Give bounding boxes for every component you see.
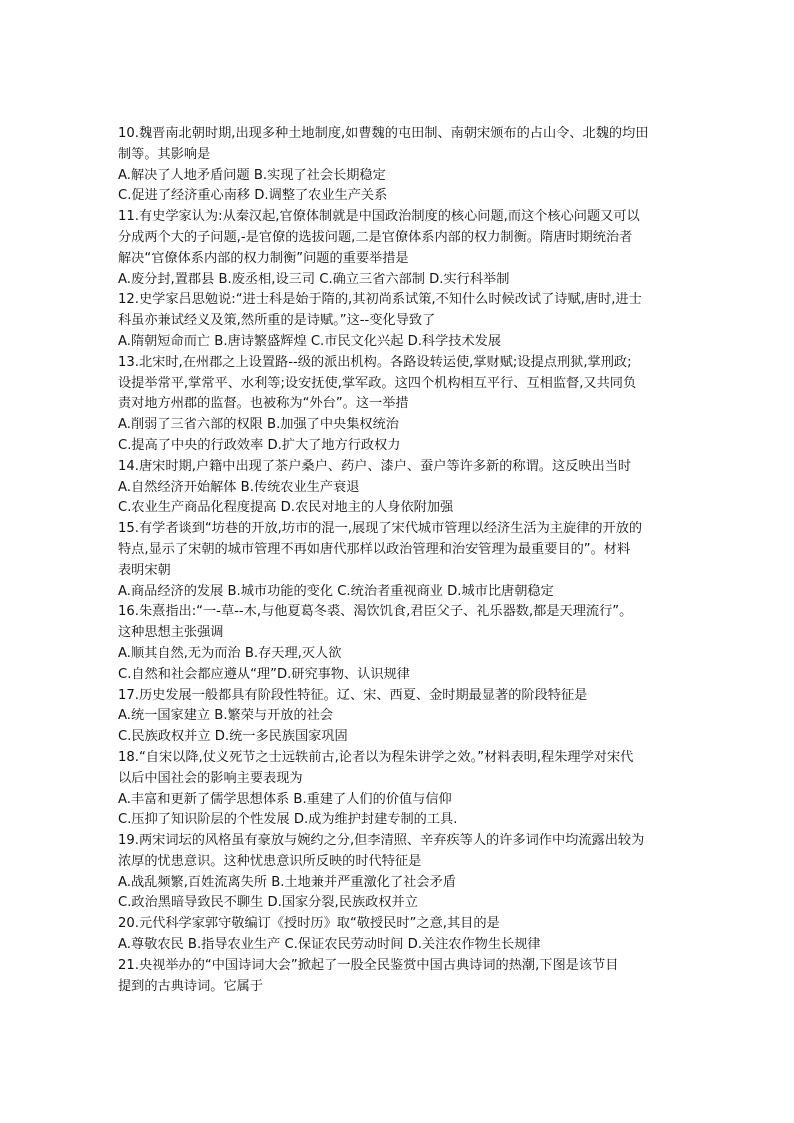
question-block <box>118 290 688 352</box>
question-text-line: 17.历史发展一般都具有阶段性特征。辽、宋、西夏、金时期最显著的阶段特征是 <box>118 687 588 703</box>
answer-option-line: A.削弱了三省六部的权限 B.加强了中央集权统治 <box>118 417 399 433</box>
question-text-line: 特点,显示了宋朝的城市管理不再如唐代那样以政治管理和治安管理为最重要目的”。材料 <box>118 541 631 557</box>
answer-option-line: A.战乱频繁,百姓流离失所 B.土地兼并严重激化了社会矛盾 <box>118 874 456 890</box>
answer-option-line: C.促进了经济重心南移 D.调整了农业生产关系 <box>118 188 388 204</box>
question-text-line: 制等。其影响是 <box>118 146 211 162</box>
question-block <box>118 124 688 207</box>
answer-option-line: A.统一国家建立 B.繁荣与开放的社会 <box>118 708 334 724</box>
question-block <box>118 602 688 685</box>
question-text-line: 10.魏晋南北朝时期,出现多种土地制度,如曹魏的屯田制、南朝宋颁布的占山令、北魏的均田 <box>118 126 649 141</box>
answer-option-line: C.农业生产商品化程度提高 D.农民对地主的人身依附加强 <box>118 500 454 516</box>
answer-option-line: A.自然经济开始解体 B.传统农业生产衰退 <box>118 479 360 495</box>
question-block <box>118 353 688 457</box>
question-text-line: 以后中国社会的影响主要表现为 <box>118 770 303 786</box>
question-text-line: 19.两宋词坛的风格虽有豪放与婉约之分,但李清照、辛弃疾等人的许多词作中均流露出较为 <box>118 833 645 849</box>
question-text-line: 14.唐宋时期,户籍中出现了茶户桑户、药户、漆户、蚕户等许多新的称谓。这反映出当时 <box>118 458 632 474</box>
question-text-line: 11.有史学家认为:从秦汉起,官僚体制就是中国政治制度的核心问题,而这个核心问题又可以 <box>118 209 640 225</box>
exam-page <box>118 124 688 997</box>
question-text-line: 解决“官僚体系内部的权力制衡”问题的重要举措是 <box>118 250 409 266</box>
question-block <box>118 956 688 998</box>
answer-option-line: A.顺其自然,无为而治 B.存天理,灭人欲 <box>118 645 342 661</box>
answer-option-line: C.提高了中央的行政效率 D.扩大了地方行政权力 <box>118 437 401 453</box>
answer-option-line: A.商品经济的发展 B.城市功能的变化 C.统治者重视商业 D.城市比唐朝稳定 <box>118 583 554 599</box>
question-text-line: 21.央视举办的“中国诗词大会”掀起了一股全民鉴赏中国古典诗词的热潮,下图是该节目 <box>118 957 619 973</box>
question-text-line: 分成两个大的子问题,-是官僚的选拔问题,二是官僚体系内部的权力制衡。隋唐时期统治者 <box>118 229 633 245</box>
question-block <box>118 831 688 914</box>
question-text-line: 设提举常平,掌常平、水利等;设安抚使,掌军政。这四个机构相互平行、互相监督,又共同负 <box>118 375 637 391</box>
question-block <box>118 686 688 748</box>
question-text-line: 18.“自宋以降,仗义死节之士远轶前古,论者以为程朱讲学之效。”材料表明,程朱理学对宋代 <box>118 749 634 765</box>
question-text-line: 15.有学者谈到“坊巷的开放,坊市的混一,展现了宋代城市管理以经济生活为主旋律的开放的 <box>118 521 643 537</box>
question-block <box>118 748 688 831</box>
question-text-line: 这种思想主张强调 <box>118 625 224 641</box>
answer-option-line: C.自然和社会都应遵从“理”D.研究事物、认识规律 <box>118 666 410 682</box>
question-text-line: 责对地方州郡的监督。也被称为“外台”。这一举措 <box>118 396 409 412</box>
answer-option-line: A.废分封,置郡县 B.废丞相,设三司 C.确立三省六部制 D.实行科举制 <box>118 271 510 287</box>
question-block <box>118 207 688 290</box>
question-block <box>118 914 688 956</box>
answer-option-line: A.隋朝短命而亡 B.唐诗繁盛辉煌 C.市民文化兴起 D.科学技术发展 <box>118 333 502 349</box>
answer-option-line: C.政治黑暗导致民不聊生 D.国家分裂,民族政权并立 <box>118 895 418 911</box>
answer-option-line: A.尊敬农民 B.指导农业生产 C.保证农民劳动时间 D.关注农作物生长规律 <box>118 937 541 953</box>
question-text-line: 表明宋朝 <box>118 562 171 578</box>
question-text-line: 13.北宋时,在州郡之上设置路--级的派出机构。各路设转运使,掌财赋;设提点刑狱,掌刑政; <box>118 354 632 370</box>
question-text-line: 科虽亦兼试经义及策,然所重的是诗赋。”这--变化导致了 <box>118 313 436 329</box>
question-text-line: 浓厚的忧患意识。这种忧患意识所反映的时代特征是 <box>118 853 422 869</box>
answer-option-line: C.压抑了知识阶层的个性发展 D.成为维护封建专制的工具. <box>118 812 458 828</box>
answer-option-line: A.解决了人地矛盾问题 B.实现了社会长期稳定 <box>118 167 386 183</box>
question-text-line: 提到的古典诗词。它属于 <box>118 978 264 994</box>
answer-option-line: C.民族政权并立 D.统一多民族国家巩固 <box>118 729 348 745</box>
answer-option-line: A.丰富和更新了儒学思想体系 B.重建了人们的价值与信仰 <box>118 791 452 807</box>
question-text-line: 20.元代科学家郭守敬编订《授时历》取“敬授民时”之意,其目的是 <box>118 916 500 932</box>
question-block <box>118 457 688 519</box>
question-text-line: 16.朱熹指出:“一-草--木,与他夏葛冬裘、渴饮饥食,君臣父子、礼乐器数,都是天理流行”。 <box>118 604 633 620</box>
question-text-line: 12.史学家吕思勉说:“进士科是始于隋的,其初尚系试策,不知什么时候改试了诗赋,唐时,进士 <box>118 292 642 308</box>
question-block <box>118 519 688 602</box>
